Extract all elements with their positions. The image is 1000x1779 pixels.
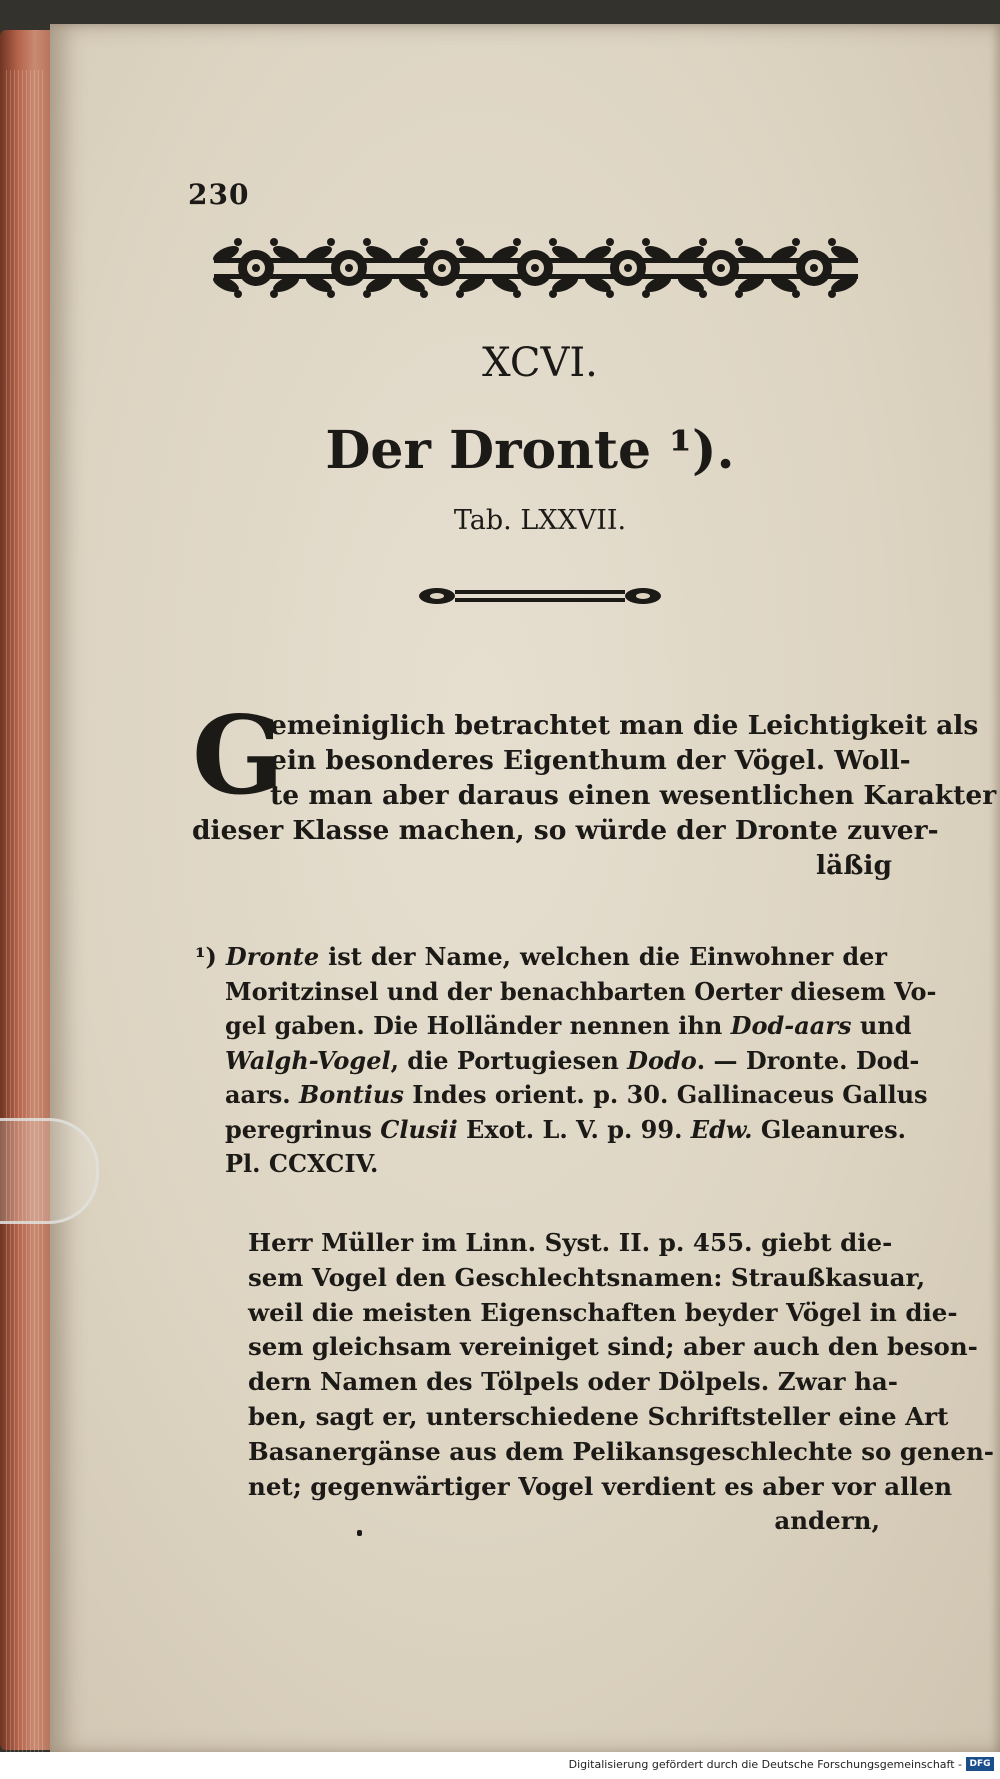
- footnote-term: Dodo: [627, 1045, 697, 1075]
- footnote-term: Dronte: [225, 942, 320, 971]
- footnote-text: Gleanures.: [752, 1114, 906, 1144]
- footnote-term: Walgh-Vogel: [225, 1045, 391, 1075]
- ink-speck: [357, 1530, 362, 1536]
- footnote-text: , die Portugiesen: [390, 1045, 628, 1075]
- note-line: weil die meisten Eigenschaften beyder Vögel in die-: [248, 1297, 958, 1327]
- footnote-text: Exot. L. V. p. 99.: [457, 1114, 691, 1144]
- body-line: emeiniglich betrachtet man die Leichtigkeit als: [270, 710, 979, 741]
- footnote-line: [225, 1113, 906, 1148]
- note-line: Basanergänse aus dem Pelikansgeschlechte so genen-: [248, 1436, 994, 1466]
- note-line: andern,: [774, 1506, 880, 1536]
- footnote-text: gel gaben. Die Holländer nennen ihn: [225, 1011, 731, 1040]
- footnote-term: Clusii: [380, 1114, 458, 1144]
- dfg-logo: DFG: [966, 1757, 994, 1771]
- footnote: [195, 940, 937, 1182]
- footnote-text: Moritzinsel und der benachbarten Oerter diesem Vo-: [225, 976, 937, 1006]
- note-line: sem Vogel den Geschlechtsnamen: Straußkasuar,: [248, 1262, 926, 1292]
- footnote-text: . — Dronte. Dod-: [696, 1045, 920, 1075]
- footnote-text: peregrinus: [225, 1114, 381, 1144]
- divider-ornament: [415, 584, 665, 608]
- body-line: te man aber daraus einen wesentlichen Karakter: [270, 780, 997, 811]
- note-line: dern Namen des Tölpels oder Dölpels. Zwar ha-: [248, 1367, 898, 1397]
- footnote-marker: ¹): [195, 942, 217, 971]
- drop-cap: G: [192, 693, 285, 819]
- footnote-term: Dod-aars: [730, 1011, 852, 1040]
- footnote-text: Indes orient. p. 30. Gallinaceus Gallus: [403, 1080, 928, 1109]
- note-line: Herr Müller im Linn. Syst. II. p. 455. giebt die-: [248, 1228, 893, 1257]
- footnote-term: Edw.: [690, 1114, 753, 1144]
- footnote-text: aars.: [225, 1080, 299, 1109]
- footnote-line: [225, 975, 937, 1010]
- digitization-credit: Digitalisierung gefördert durch die Deutsche Forschungsgemeinschaft -: [568, 1758, 962, 1771]
- plate-reference: Tab. LXXVII.: [453, 505, 627, 536]
- footnote-line: [225, 1009, 912, 1044]
- footnote-line: Pl. CCXCIV.: [225, 1149, 379, 1178]
- footnote-text: und: [851, 1011, 912, 1040]
- page-clip: [0, 1118, 99, 1224]
- page-edge-lines: [6, 70, 46, 1770]
- note-paragraph: [248, 1226, 994, 1539]
- page-number: 230: [188, 178, 250, 211]
- footnote-text: ist der Name, welchen die Einwohner der: [319, 942, 888, 971]
- footnote-line: [225, 1044, 920, 1079]
- note-line: sem gleichsam vereiniget sind; aber auch den beson-: [248, 1332, 978, 1362]
- chapter-numeral: XCVI.: [482, 340, 598, 386]
- body-line: dieser Klasse machen, so würde der Dronte zuver-: [192, 815, 939, 846]
- body-line: läßig: [816, 850, 892, 881]
- footnote-line: [195, 940, 887, 975]
- footnote-term: Bontius: [298, 1080, 404, 1109]
- note-line: net; gegenwärtiger Vogel verdient es aber vor allen: [248, 1471, 953, 1501]
- floral-ornament-header: [210, 232, 862, 304]
- note-line: ben, sagt er, unterschiedene Schriftsteller eine Art: [248, 1401, 949, 1431]
- body-line: ein besonderes Eigenthum der Vögel. Woll-: [270, 745, 911, 776]
- body-paragraph: [192, 693, 997, 883]
- chapter-title: Der Dronte ¹).: [325, 420, 735, 481]
- footnote-line: [225, 1078, 928, 1113]
